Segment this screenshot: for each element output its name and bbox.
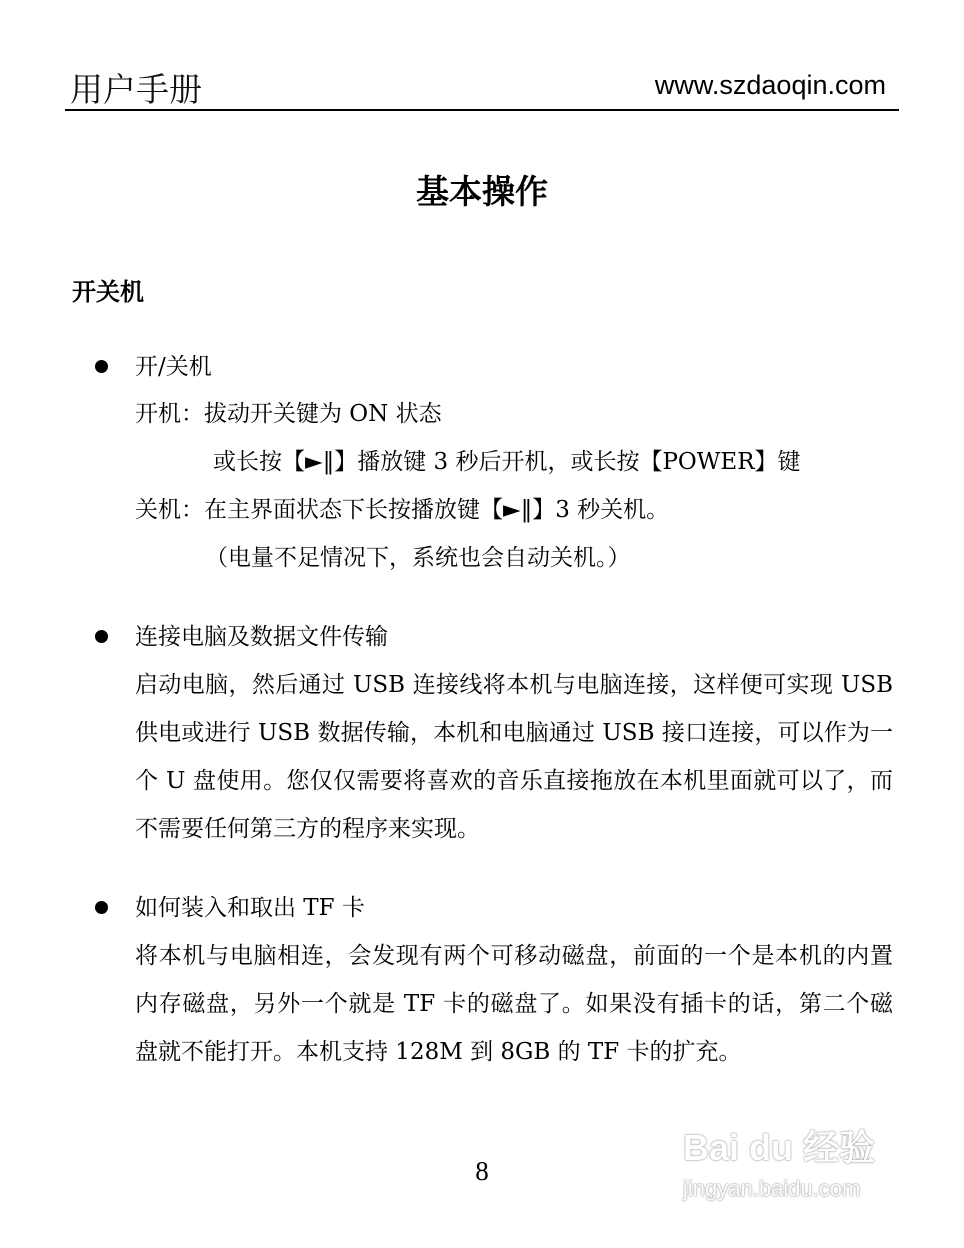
baidu-watermark: [683, 1110, 923, 1220]
item-body: 启动电脑，然后通过 USB 连接线将本机与电脑连接，这样便可实现 USB 供电或进行 USB 数据传输，本机和电脑通过 USB 接口连接，可以作为一个 U 盘使用。您仅仅需要将喜欢的音乐直接拖放在本机里面就可以了，而不需要任何第三方的程序来实现。: [135, 672, 893, 842]
item-heading: 开/关机: [135, 354, 212, 380]
page-title: 基本操作: [416, 172, 548, 211]
section-title: 开关机: [72, 278, 144, 306]
item-body: 将本机与电脑相连，会发现有两个可移动磁盘，前面的一个是本机的内置内存磁盘，另外一个就是 TF 卡的磁盘了。如果没有插卡的话，第二个磁盘就不能打开。本机支持 128M 到 8GB 的 TF 卡的扩充。: [135, 943, 893, 1065]
header-title: 用户手册: [70, 70, 202, 109]
watermark-url: jingyan.baidu.com: [683, 1176, 861, 1201]
header-divider: [65, 109, 899, 111]
watermark-logo: Bai du 经验: [683, 1127, 876, 1168]
item-heading: 连接电脑及数据文件传输: [135, 624, 388, 650]
item-line: 或长按【►‖】播放键 3 秒后开机，或长按【POWER】键: [213, 449, 801, 475]
page-number: 8: [475, 1156, 489, 1186]
bullet-icon: [95, 360, 108, 373]
header-url: www.szdaoqin.com: [654, 70, 886, 100]
item-heading: 如何装入和取出 TF 卡: [135, 895, 365, 921]
bullet-icon: [95, 901, 108, 914]
bullet-icon: [95, 630, 108, 643]
item-line: 开机：拔动开关键为 ON 状态: [135, 401, 442, 427]
item-line: （电量不足情况下，系统也会自动关机。）: [205, 545, 631, 571]
item-line: 关机：在主界面状态下长按播放键【►‖】3 秒关机。: [135, 497, 670, 523]
